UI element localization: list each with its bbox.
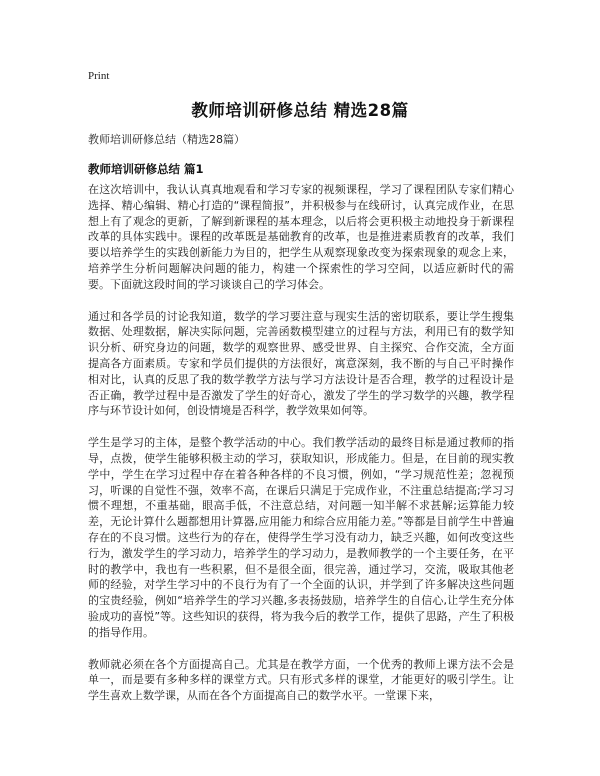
- print-label: Print: [88, 70, 110, 82]
- paragraph-2: 通过和各学员的讨论我知道，数学的学习要注意与现实生活的密切联系，要让学生搜集数据、处理数据，解决实际问题，完善函数模型建立的过程与方法，利用已有的数学知识分析、研究身边的问题，数学的观察世界、感受世界、自主探究、合作交流，全方面提高各方面素质。专家和学员们提供的方法很好，寓意深刻，我不断的与自己平时操作相对比，认真的反思了我的数学教学方法与学习方法设计是否合理，教学的过程设计是否正确，教学过程中是否激发了学生的好奇心，激发了学生的学习数学的兴趣，教学程序与环节设计如何，创设情境是否科学，教学效果如何等。: [88, 309, 514, 418]
- paragraph-1: 在这次培训中，我认认真真地观看和学习专家的视频课程，学习了课程团队专家们精心选择、精心编辑、精心打造的“课程简报”，并积极参与在线研讨，认真完成作业，在思想上有了观念的更新，了解到新课程的基本理念，以后将会更积极主动地投身于新课程改革的具体实践中。课程的改革既是基础教育的改革，也是推进素质教育的改革，我们要以培养学生的实践创新能力为目的，把学生从观察现象改变为探索现象的观念上来，培养学生分析问题解决问题的能力，构建一个探索性的学习空间，以适应新时代的需要。下面就这段时间的学习谈谈自己的学习体会。: [88, 183, 514, 291]
- paragraph-4: 教师就必须在各个方面提高自己。尤其是在教学方面，一个优秀的教师上课方法不会是单一，而是要有多种多样的课堂方式。只有形式多样的课堂，才能更好的吸引学生。让学生喜欢上数学课，从而在各个方面提高自己的数学水平。一堂课下来，: [88, 657, 514, 703]
- document-subtitle: 教师培训研修总结（精选28篇）: [88, 133, 245, 146]
- document-body: [88, 182, 514, 720]
- paragraph-3: 学生是学习的主体，是整个教学活动的中心。我们教学活动的最终目标是通过教师的指导，点拨，使学生能够积极主动的学习，获取知识，形成能力。但是，在目前的现实教学中，学生在学习过程中存在着各种各样的不良习惯，例如，“学习规范性差；忽视预习，听课的自觉性不强，效率不高，在课后只满足于完成作业，不注重总结提高;学习习惯不理想，不重基础，眼高手低，不注意总结，对问题一知半解不求甚解;运算能力较差，无论计算什么题都想用计算器,应用能力和综合应用能力差。”等都是目前学生中普遍存在的不良习惯。这些行为的存在，使得学生学习没有动力，缺乏兴趣，如何改变这些行为，激发学生的学习动力，培养学生的学习动力，是教师教学的一个主要任务，在平时的教学中，我也有一些积累，但不是很全面，很完善，通过学习，交流，吸取其他老师的经验，对学生学习中的不良行为有了一个全面的认识，并学到了许多解决这些问题的宝贵经验，例如“培养学生的学习兴趣,多表扬鼓励，培养学生的自信心,让学生充分体验成功的喜悦”等。这些知识的获得，将为我今后的教学工作，提供了思路，产生了积极的指导作用。: [88, 436, 515, 639]
- document-title: 教师培训研修总结 精选28篇: [191, 101, 409, 120]
- section-heading: 教师培训研修总结 篇1: [88, 162, 204, 176]
